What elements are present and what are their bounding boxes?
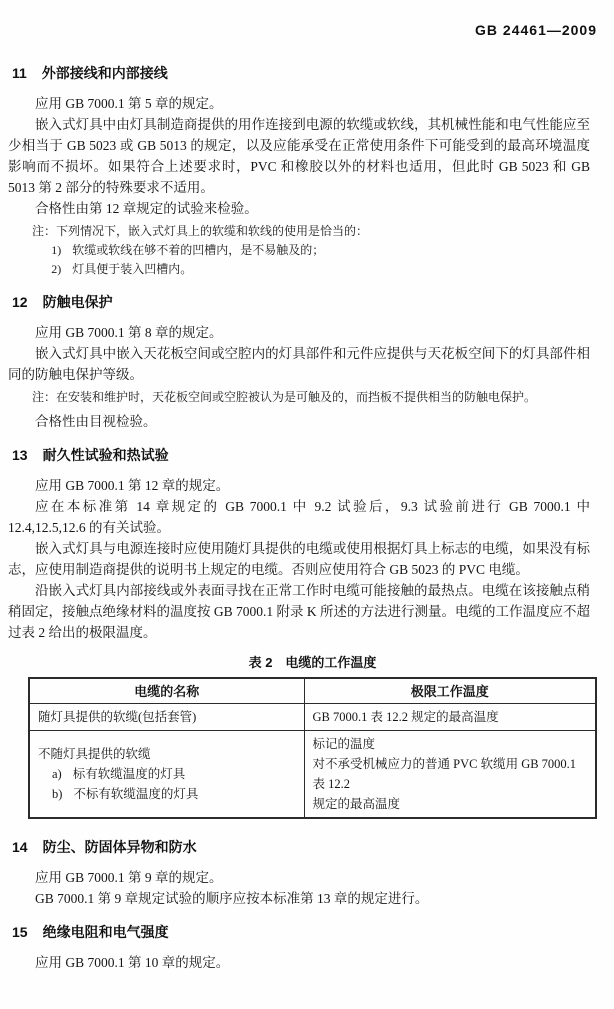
page-content <box>0 63 614 1009</box>
section-11-number: 11 <box>12 65 27 81</box>
section-11-note <box>8 222 590 279</box>
cell-cable-name-1: 随灯具提供的软缆(包括套管) <box>29 703 304 730</box>
table-caption: 表 2 电缆的工作温度 <box>248 655 377 670</box>
cable-name-sub-b <box>38 784 296 804</box>
section-11-paragraph-1: 应用 GB 7000.1 第 5 章的规定。 <box>35 96 223 111</box>
section-14-heading <box>8 837 590 857</box>
limit-temp-line-1: 标记的温度 <box>312 736 376 751</box>
table-row <box>29 730 596 818</box>
column-header-cable-name: 电缆的名称 <box>29 678 304 703</box>
sub-b-label: b) <box>52 786 63 801</box>
bottom-margin <box>8 973 590 1009</box>
column-header-limit-temperature: 极限工作温度 <box>304 678 596 703</box>
cell-limit-temp-1: GB 7000.1 表 12.2 规定的最高温度 <box>304 703 596 730</box>
section-14-paragraph-2: GB 7000.1 第 9 章规定试验的顺序应按本标准第 13 章的规定进行。 <box>35 890 429 906</box>
note-lead: 注：下列情况下，嵌入式灯具上的软缆和软线的使用是恰当的： <box>32 224 369 238</box>
cell-cable-name-2 <box>29 730 304 818</box>
note-item-2-label: 2) <box>51 262 62 276</box>
note-item-2-text: 灯具便于装入凹槽内。 <box>72 262 193 276</box>
section-13-number: 13 <box>12 447 28 463</box>
section-12-heading <box>8 292 590 312</box>
limit-temp-line-3: 规定的最高温度 <box>312 796 401 811</box>
note-item-1-text: 软缆或软线在够不着的凹槽内，是不易触及的； <box>72 243 325 257</box>
standard-number-header: GB 24461—2009 <box>475 22 597 38</box>
section-13-title: 耐久性试验和热试验 <box>42 447 169 463</box>
section-11-title: 外部接线和内部接线 <box>41 65 168 81</box>
note-item-1-label: 1) <box>51 243 62 257</box>
cable-name-main: 不随灯具提供的软缆 <box>38 746 151 761</box>
cable-name-sub-a <box>38 764 296 784</box>
note-item-1 <box>8 241 590 260</box>
cell-limit-temp-2 <box>304 730 596 818</box>
section-14-title: 防尘、防固体异物和防水 <box>42 838 197 855</box>
section-11-paragraph-3: 合格性由第 12 章规定的试验来检验。 <box>35 201 258 216</box>
section-12-number: 12 <box>12 294 28 310</box>
note-item-2 <box>8 260 590 279</box>
section-15-paragraph-1: 应用 GB 7000.1 第 10 章的规定。 <box>35 954 230 970</box>
section-15-number: 15 <box>12 923 28 940</box>
sub-a-text: 标有软缆温度的灯具 <box>72 766 186 781</box>
section-14-number: 14 <box>12 838 28 855</box>
section-15-heading <box>8 922 590 942</box>
limit-temp-line-2: 对不承受机械应力的普通 PVC 软缆用 GB 7000.1 表 12.2 <box>312 756 577 791</box>
section-11-paragraph-2: 嵌入式灯具中由灯具制造商提供的用作连接到电源的软缆或软线，其机械性能和电气性能应至少相当于 GB 5023 或 GB 5013 的规定，以及应能承受在正常使用条件下可能受到的最高环境温度影响而不损坏。如果符合上述要求时，PVC 和橡胶以外的材料也适用，但此时 GB 5023 和 GB 5013 第 2 部分的特殊要求不适用。 <box>8 117 590 195</box>
table-row <box>29 703 596 730</box>
section-13-paragraph-1: 应用 GB 7000.1 第 12 章的规定。 <box>35 478 230 493</box>
table-header-row <box>29 678 596 703</box>
sub-b-text: 不标有软缆温度的灯具 <box>73 786 199 801</box>
section-13-paragraph-4: 沿嵌入式灯具内部接线或外表面寻找在正常工作时电缆可能接触的最热点。电缆在该接触点稍稍固定，接触点绝缘材料的温度按 GB 7000.1 附录 K 所述的方法进行测量。电缆的工作温度应不超过表 2 给出的极限温度。 <box>8 583 591 640</box>
section-12-paragraph-2: 嵌入式灯具中嵌入天花板空间或空腔内的灯具部件和元件应提供与天花板空间下的灯具部件相同的防触电保护等级。 <box>8 346 590 382</box>
section-12-paragraph-1: 应用 GB 7000.1 第 8 章的规定。 <box>35 325 223 340</box>
section-13-heading <box>8 445 590 465</box>
section-12-closing-paragraph: 合格性由目视检验。 <box>35 414 157 429</box>
sub-a-label: a) <box>52 766 62 781</box>
note-lead: 注：在安装和维护时，天花板空间或空腔被认为是可触及的，而挡板不提供相当的防触电保护。 <box>32 390 537 404</box>
section-13-paragraph-2: 应在本标准第 14 章规定的 GB 7000.1 中 9.2 试验后，9.3 试验前进行 GB 7000.1 中 12.4,12.5,12.6 的有关试验。 <box>8 499 590 535</box>
section-13-paragraph-3: 嵌入式灯具与电源连接时应使用随灯具提供的电缆或使用根据灯具上标志的电缆，如果没有标志，应使用制造商提供的说明书上规定的电缆。否则应使用符合 GB 5023 的 PVC 电缆。 <box>8 541 590 577</box>
section-15-title: 绝缘电阻和电气强度 <box>42 923 169 940</box>
section-12-title: 防触电保护 <box>42 294 113 310</box>
section-14-paragraph-1: 应用 GB 7000.1 第 9 章的规定。 <box>35 869 223 885</box>
section-12-note <box>8 388 590 407</box>
cable-working-temperature-table <box>28 677 597 819</box>
section-11-heading <box>8 63 590 83</box>
